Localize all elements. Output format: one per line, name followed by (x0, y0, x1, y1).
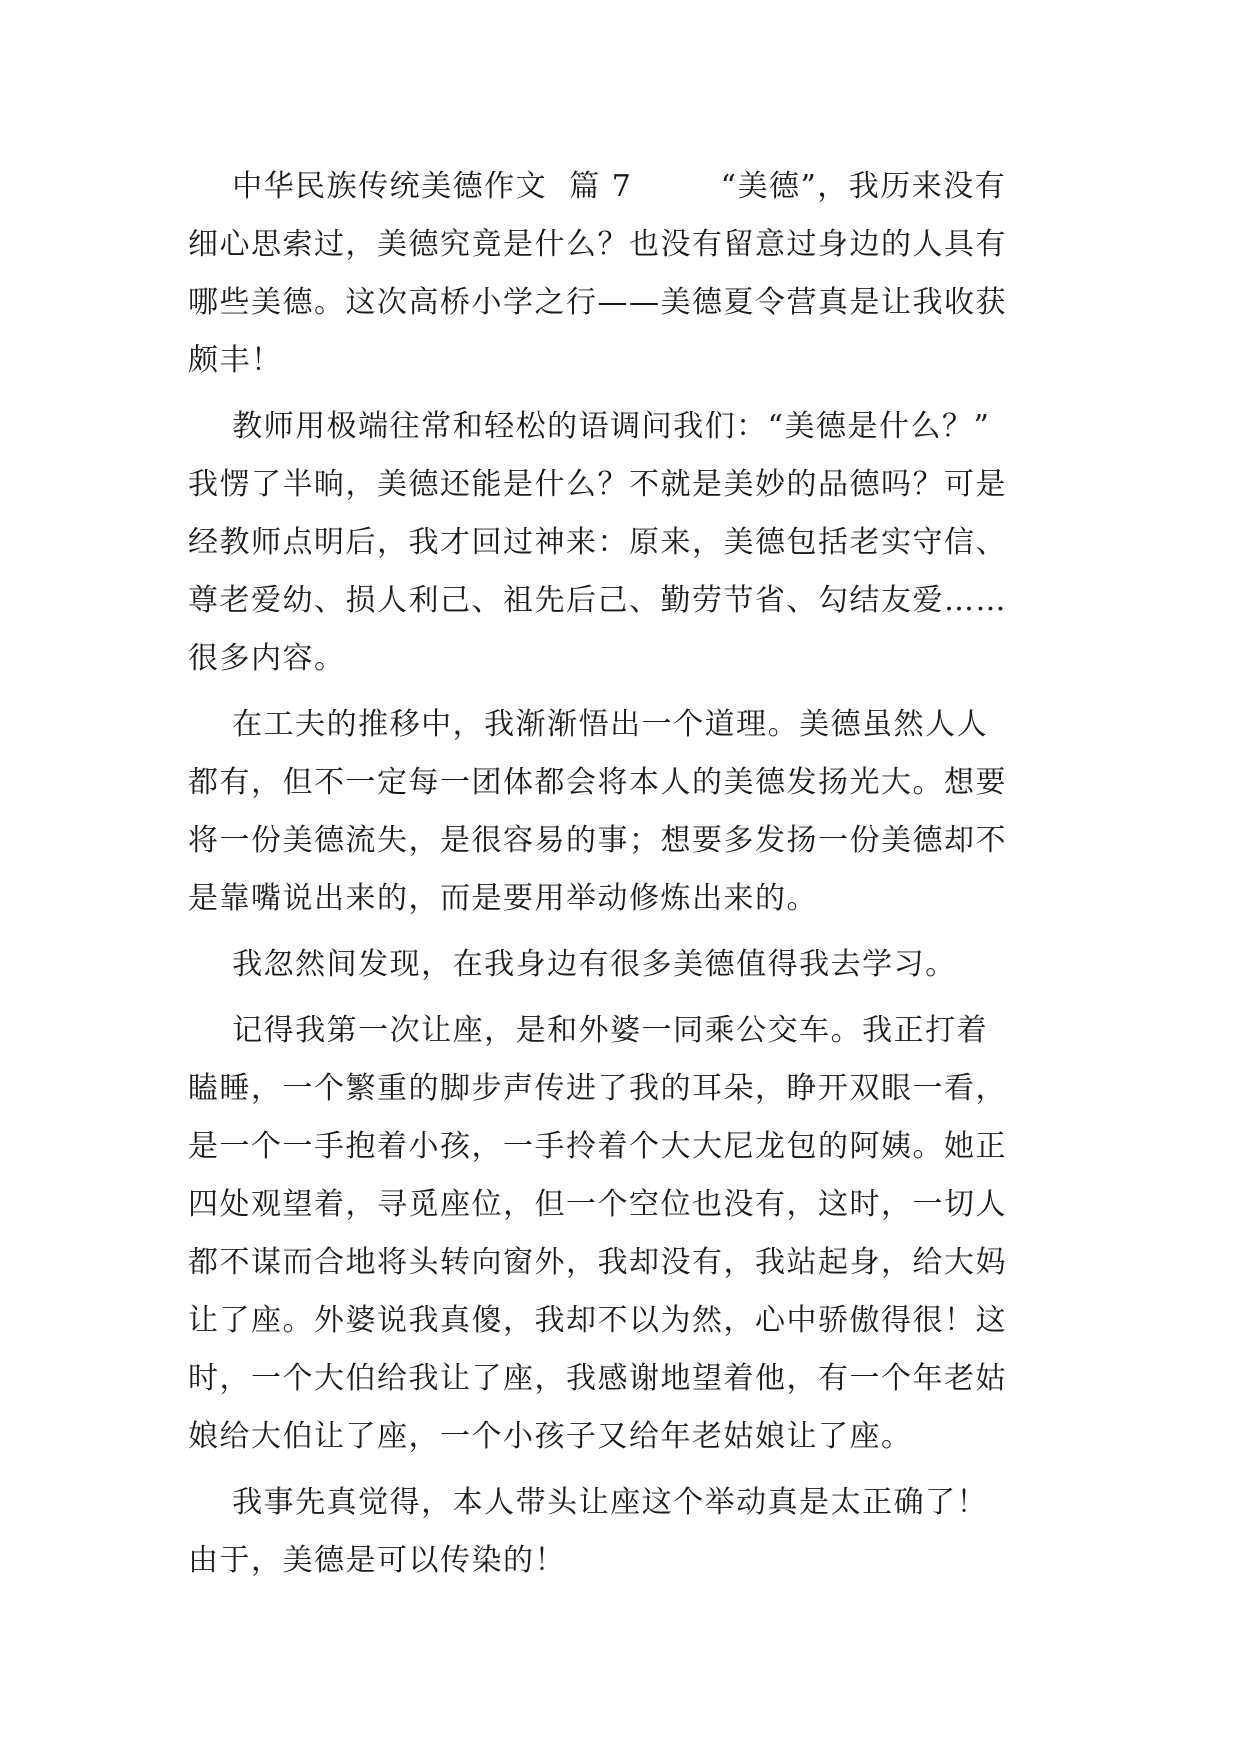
essay-line: 尊老爱幼、损人利己、祖先后己、勤劳节省、勾结友爱…… (188, 583, 1007, 618)
essay-line: 经教师点明后，我才回过神来：原来，美德包括老实守信、 (188, 525, 1007, 560)
essay-line: 在工夫的推移中，我渐渐悟出一个道理。美德虽然人人 (188, 707, 989, 742)
essay-line: 很多内容。 (188, 641, 346, 676)
essay-line: 教师用极端往常和轻松的语调问我们：“美德是什么？” (188, 409, 991, 444)
essay-line: 颇丰！ (188, 343, 283, 378)
essay-line: 我忽然间发现，在我身边有很多美德值得我去学习。 (188, 947, 957, 982)
essay-line: 时，一个大伯给我让了座，我感谢地望着他，有一个年老姑 (188, 1361, 1007, 1396)
essay-line: 娘给大伯让了座，一个小孩子又给年老姑娘让了座。 (188, 1419, 913, 1454)
essay-line: 让了座。外婆说我真傻，我却不以为然，心中骄傲得很！这 (188, 1303, 1007, 1338)
essay-line: 瞌睡，一个繁重的脚步声传进了我的耳朵，睁开双眼一看， (188, 1071, 1007, 1106)
essay-body (188, 158, 1068, 1590)
essay-line: 哪些美德。这次高桥小学之行——美德夏令营真是让我收获 (188, 285, 1007, 320)
essay-line: 都不谋而合地将头转向窗外，我却没有，我站起身，给大妈 (188, 1245, 1007, 1280)
essay-line: 我愣了半晌，美德还能是什么？不就是美妙的品德吗？可是 (188, 467, 1007, 502)
essay-line: 记得我第一次让座，是和外婆一同乘公交车。我正打着 (188, 1013, 989, 1048)
essay-line: 细心思索过，美德究竟是什么？也没有留意过身边的人具有 (188, 227, 1007, 262)
essay-line: 四处观望着，寻觅座位，但一个空位也没有，这时，一切人 (188, 1187, 1007, 1222)
essay-line: 由于，美德是可以传染的！ (188, 1543, 566, 1578)
essay-line: 是一个一手抱着小孩，一手拎着个大大尼龙包的阿姨。她正 (188, 1129, 1007, 1164)
essay-line: 将一份美德流失，是很容易的事；想要多发扬一份美德却不 (188, 823, 1007, 858)
essay-line: 我事先真觉得，本人带头让座这个举动真是太正确了！ (188, 1485, 989, 1520)
essay-line: 都有，但不一定每一团体都会将本人的美德发扬光大。想要 (188, 765, 1007, 800)
essay-line: 是靠嘴说出来的，而是要用举动修炼出来的。 (188, 881, 818, 916)
essay-title-line: 中华民族传统美德作文 篇 7 “美德”，我历来没有 (188, 169, 1007, 204)
